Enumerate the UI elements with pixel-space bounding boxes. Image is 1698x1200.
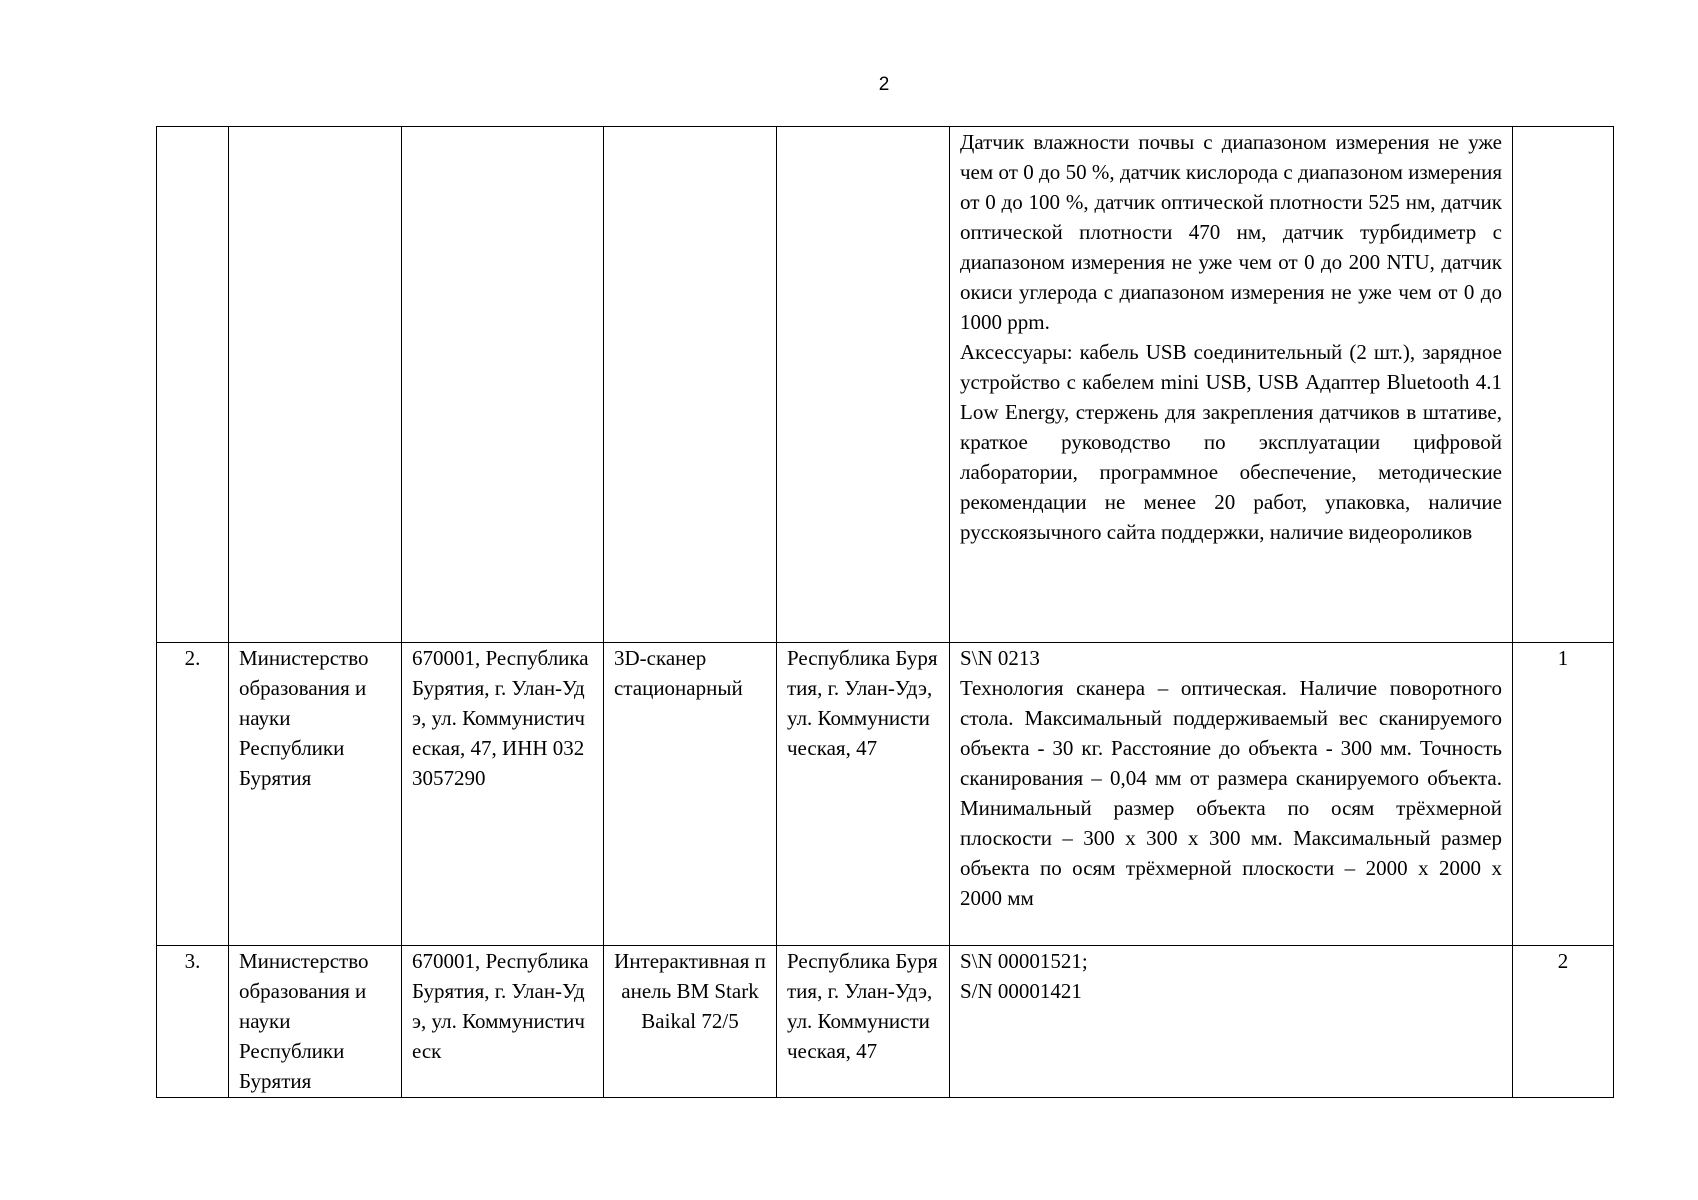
table-row bbox=[157, 946, 1614, 1098]
cell-equipment bbox=[604, 127, 777, 643]
cell-location bbox=[777, 127, 950, 643]
table-row-continued bbox=[157, 127, 1614, 643]
cell-equipment: Интерактивная панель BM Stark Baikal 72/5 bbox=[604, 946, 777, 1098]
cell-quantity bbox=[1513, 127, 1614, 643]
cell-quantity: 1 bbox=[1513, 643, 1614, 946]
cell-description bbox=[950, 127, 1513, 643]
cell-owner: Министерство образования и науки Республики Бурятия bbox=[229, 643, 402, 946]
cell-location: Республика Бурятия, г. Улан-Удэ, ул. Коммунистическая, 47 bbox=[777, 946, 950, 1098]
page-number: 2 bbox=[878, 74, 890, 95]
cell-owner-address: 670001, Республика Бурятия, г. Улан-Удэ, ул. Коммунистическая, 47, ИНН 0323057290 bbox=[402, 643, 604, 946]
equipment-table bbox=[156, 126, 1614, 1098]
cell-number: 2. bbox=[157, 643, 229, 946]
cell-owner-address: 670001, Республика Бурятия, г. Улан-Удэ, ул. Коммунистическ bbox=[402, 946, 604, 1098]
cell-description bbox=[950, 643, 1513, 946]
serial-number: S\N 00001521; bbox=[960, 949, 1088, 973]
description-paragraph: Датчик влажности почвы с диапазоном измерения не уже чем от 0 до 50 %, датчик кислорода с диапазоном измерения от 0 до 100 %, датчик оптической плотности 525 нм, датчик оптической плотности 470 нм, датчик турбидиметр с диапазоном измерения не уже чем от 0 до 200 NTU, датчик окиси углерода с диапазоном измерения не уже чем от 0 до 1000 ppm. bbox=[960, 130, 1502, 334]
cell-number: 3. bbox=[157, 946, 229, 1098]
cell-owner bbox=[229, 127, 402, 643]
table-row bbox=[157, 643, 1614, 946]
serial-number: S/N 00001421 bbox=[960, 979, 1082, 1003]
description-paragraph: Аксессуары: кабель USB соединительный (2 шт.), зарядное устройство с кабелем mini USB, USB Адаптер Bluetooth 4.1 Low Energy, стержень для закрепления датчиков в штативе, краткое руководство по эксплуатации цифровой лаборатории, программное обеспечение, методические рекомендации не менее 20 работ, упаковка, наличие русскоязычного сайта поддержки, наличие видеороликов bbox=[960, 340, 1502, 544]
cell-owner-address bbox=[402, 127, 604, 643]
cell-number bbox=[157, 127, 229, 643]
cell-equipment: 3D-сканер стационарный bbox=[604, 643, 777, 946]
description-paragraph: Технология сканера – оптическая. Наличие поворотного стола. Максимальный поддерживаемый вес сканируемого объекта - 30 кг. Расстояние до объекта - 300 мм. Точность сканирования – 0,04 мм от размера сканируемого объекта. Минимальный размер объекта по осям трёхмерной плоскости – 300 х 300 х 300 мм. Максимальный размер объекта по осям трёхмерной плоскости – 2000 х 2000 х 2000 мм bbox=[960, 676, 1502, 910]
serial-number: S\N 0213 bbox=[960, 646, 1040, 670]
cell-location: Республика Бурятия, г. Улан-Удэ, ул. Коммунистическая, 47 bbox=[777, 643, 950, 946]
cell-description bbox=[950, 946, 1513, 1098]
cell-owner: Министерство образования и науки Республики Бурятия bbox=[229, 946, 402, 1098]
cell-quantity: 2 bbox=[1513, 946, 1614, 1098]
